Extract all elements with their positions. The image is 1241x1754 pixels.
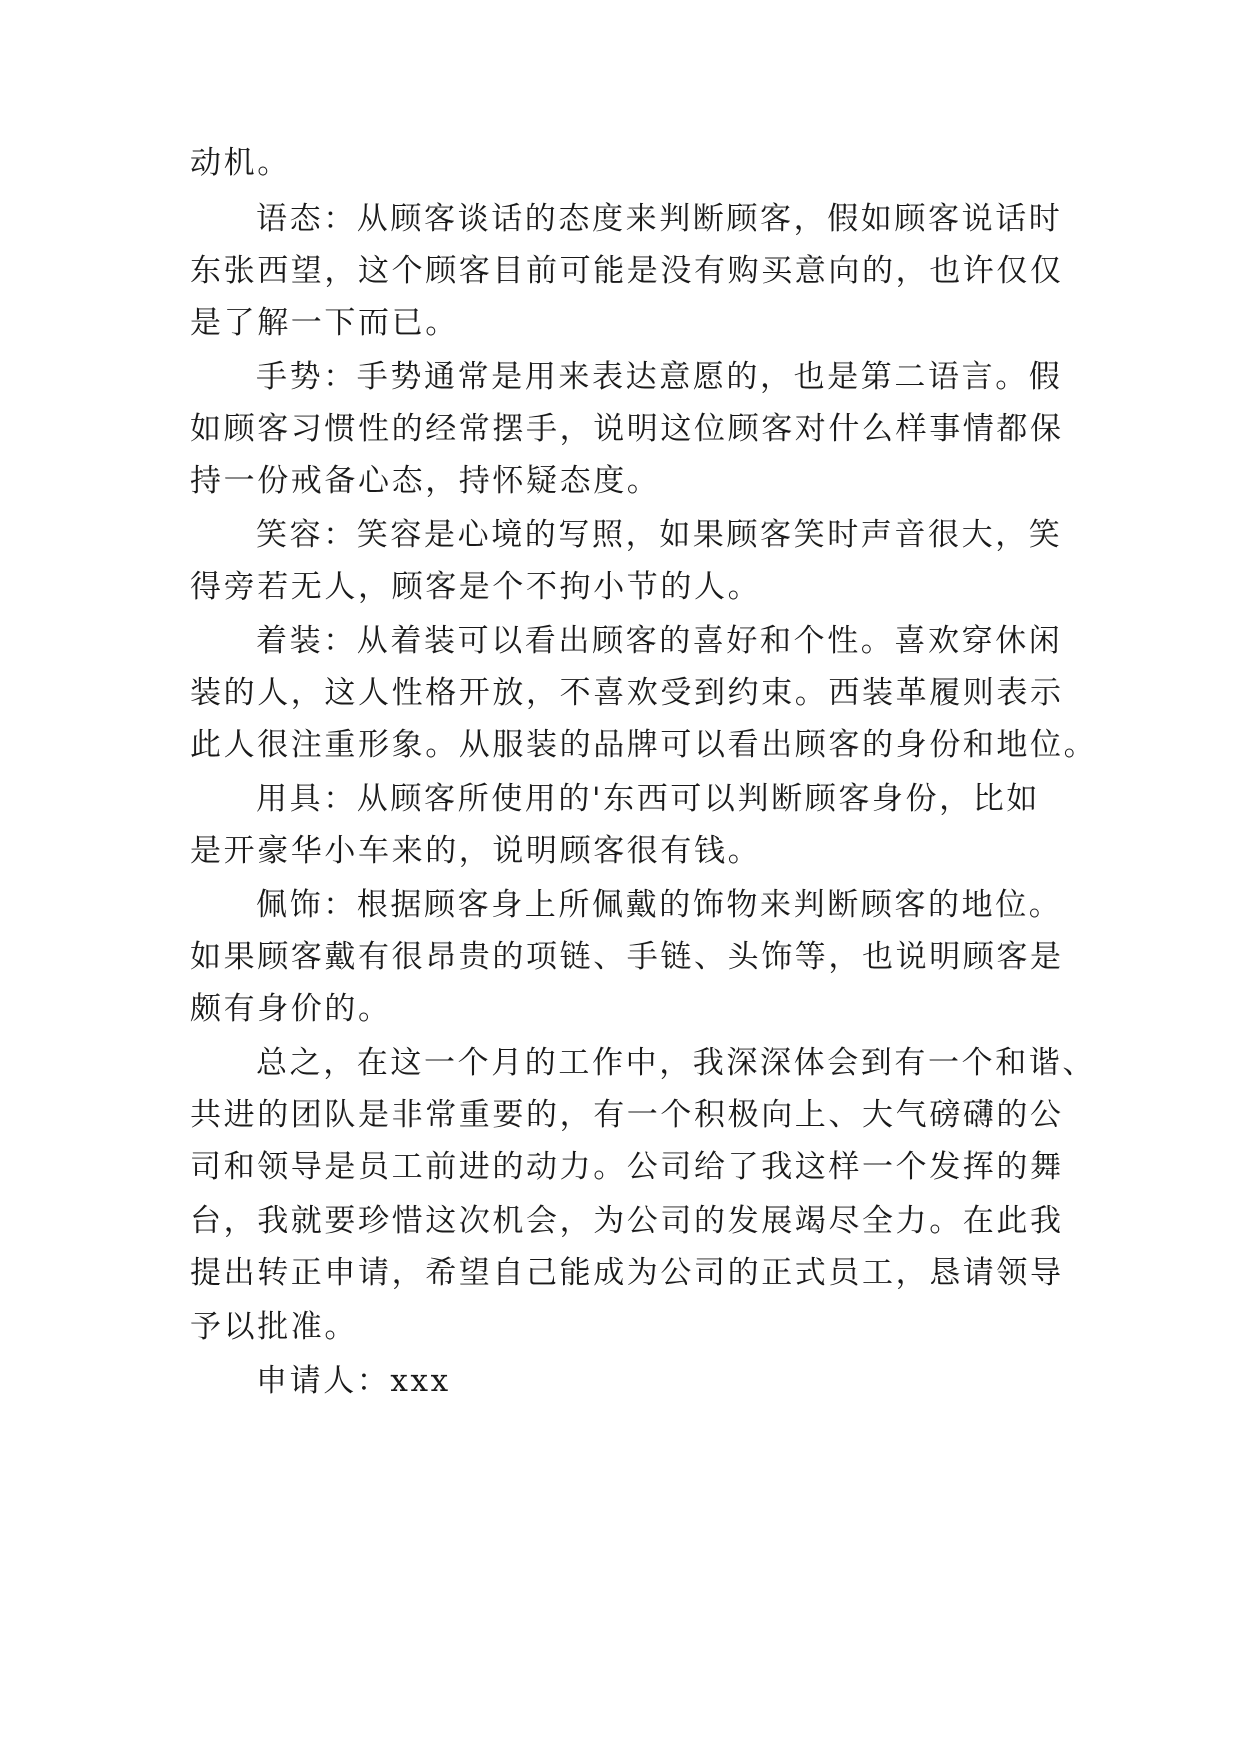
text-line: 是了解一下而已。 — [190, 305, 459, 341]
text-line: 持一份戒备心态，持怀疑态度。 — [190, 463, 661, 499]
text-line: 如顾客习惯性的经常摆手，说明这位顾客对什么样事情都保 — [190, 411, 1064, 447]
text-line: 如果顾客戴有很昂贵的项链、手链、头饰等，也说明顾客是 — [190, 939, 1064, 975]
text-line: 东张西望，这个顾客目前可能是没有购买意向的，也许仅仅 — [190, 253, 1064, 289]
paragraph-xiaorong-line: 笑容：笑容是心境的写照，如果顾客笑时声音很大，笑 — [256, 517, 1063, 553]
paragraph-peishi-line: 佩饰：根据顾客身上所佩戴的饰物来判断顾客的地位。 — [256, 887, 1063, 923]
paragraph-yongju-line: 用具：从顾客所使用的'东西可以判断顾客身份，比如 — [256, 781, 1040, 817]
paragraph-shoushi-line: 手势：手势通常是用来表达意愿的，也是第二语言。假 — [256, 359, 1063, 395]
text-line: 是开豪华小车来的，说明顾客很有钱。 — [190, 833, 762, 869]
paragraph-zhuozhuang-line: 着装：从着装可以看出顾客的喜好和个性。喜欢穿休闲 — [256, 623, 1063, 659]
paragraph-conclusion-line: 总之，在这一个月的工作中，我深深体会到有一个和谐、 — [256, 1045, 1096, 1081]
text-line: 提出转正申请，希望自己能成为公司的正式员工，恳请领导 — [190, 1255, 1064, 1291]
text-line: 得旁若无人，顾客是个不拘小节的人。 — [190, 569, 762, 605]
text-line: 台，我就要珍惜这次机会，为公司的发展竭尽全力。在此我 — [190, 1203, 1064, 1239]
applicant-signature-line: 申请人：xxx — [256, 1363, 451, 1399]
text-line: 装的人，这人性格开放，不喜欢受到约束。西装革履则表示 — [190, 675, 1064, 711]
text-line: 此人很注重形象。从服装的品牌可以看出顾客的身份和地位。 — [190, 727, 1098, 763]
paragraph-yutai-line: 语态：从顾客谈话的态度来判断顾客，假如顾客说话时 — [256, 201, 1063, 237]
text-line: 共进的团队是非常重要的，有一个积极向上、大气磅礴的公 — [190, 1097, 1064, 1133]
text-line: 司和领导是员工前进的动力。公司给了我这样一个发挥的舞 — [190, 1149, 1064, 1185]
text-line: 予以批准。 — [190, 1309, 358, 1345]
text-line: 动机。 — [190, 145, 291, 181]
text-line: 颇有身价的。 — [190, 991, 392, 1027]
